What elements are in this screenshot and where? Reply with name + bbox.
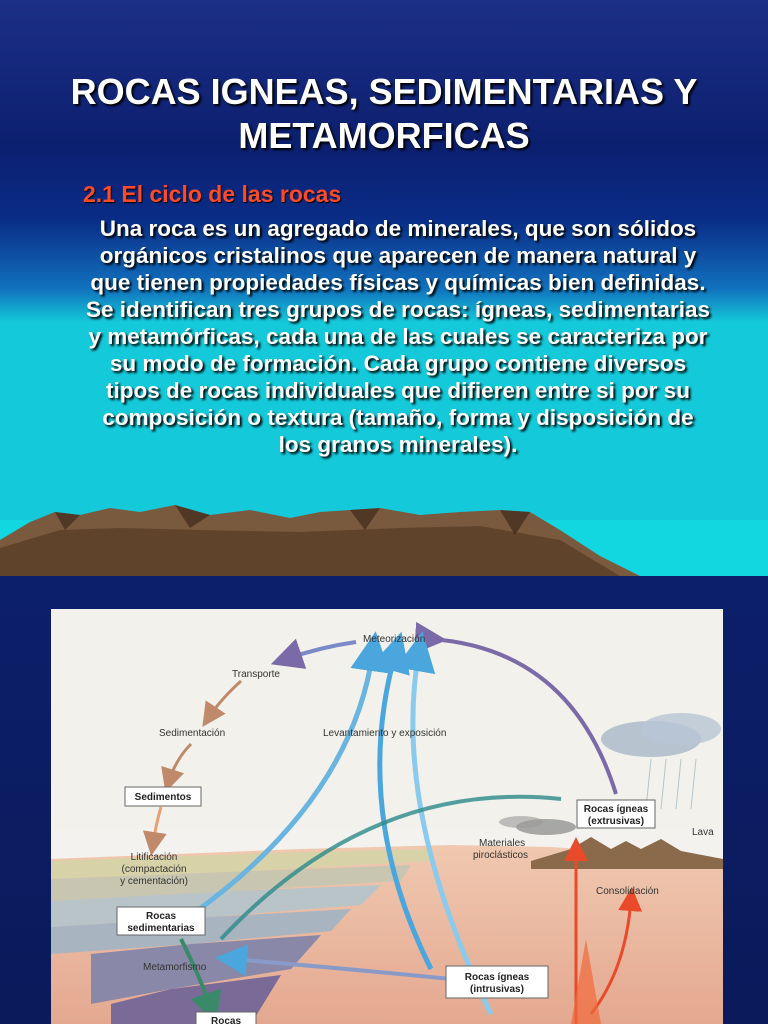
label-sedimentos: Sedimentos <box>134 792 192 803</box>
label-rocas-ign-ext-2: (extrusivas) <box>587 816 645 827</box>
label-meteorizacion: Meteorización <box>363 634 426 645</box>
slide-title-text: ROCAS IGNEAS, SEDIMENTARIAS Y METAMORFICAS <box>70 71 698 156</box>
label-rocas-met-1: Rocas <box>210 1016 242 1024</box>
label-rocas-ign-int-2: (intrusivas) <box>470 984 524 995</box>
label-lava: Lava <box>692 827 714 838</box>
label-sedimentacion: Sedimentación <box>159 728 226 739</box>
label-litificacion-3: y cementación) <box>120 876 188 887</box>
slide-title <box>0 70 768 158</box>
section-subtitle: 2.1 El ciclo de las rocas <box>83 181 342 207</box>
label-litificacion-2: (compactación <box>121 864 187 875</box>
label-materiales-2: piroclásticos <box>473 850 529 861</box>
label-transporte: Transporte <box>232 669 280 680</box>
label-rocas-sed-1: Rocas <box>145 911 177 922</box>
label-rocas-ign-ext-1: Rocas ígneas <box>583 804 649 815</box>
label-materiales-1: Materiales <box>479 838 526 849</box>
body-paragraph: Una roca es un agregado de minerales, que son sólidos orgánicos cristalinos que aparecen de manera natural y que tienen propiedades físicas y químicas bien definidas. Se identifican tres grupos de rocas: ígneas, sedimentarias y metamórficas, cada una de las cuales se caracteriza por su modo de formación. Cada grupo contiene diversos tipos de rocas individuales que difieren entre si por su composición o textura (tamaño, forma y disposición de los granos minerales). <box>86 216 710 457</box>
label-consolidacion: Consolidación <box>596 886 659 897</box>
label-levantamiento: Levantamiento y exposición <box>323 728 447 739</box>
label-metamorfismo: Metamorfismo <box>143 962 207 973</box>
label-litificacion-1: Litificación <box>130 852 178 863</box>
rock-cycle-diagram <box>51 609 723 1024</box>
label-rocas-sed-2: sedimentarias <box>127 923 195 934</box>
volcano-mountains <box>531 837 723 869</box>
label-rocas-ign-int-1: Rocas ígneas <box>464 972 530 983</box>
